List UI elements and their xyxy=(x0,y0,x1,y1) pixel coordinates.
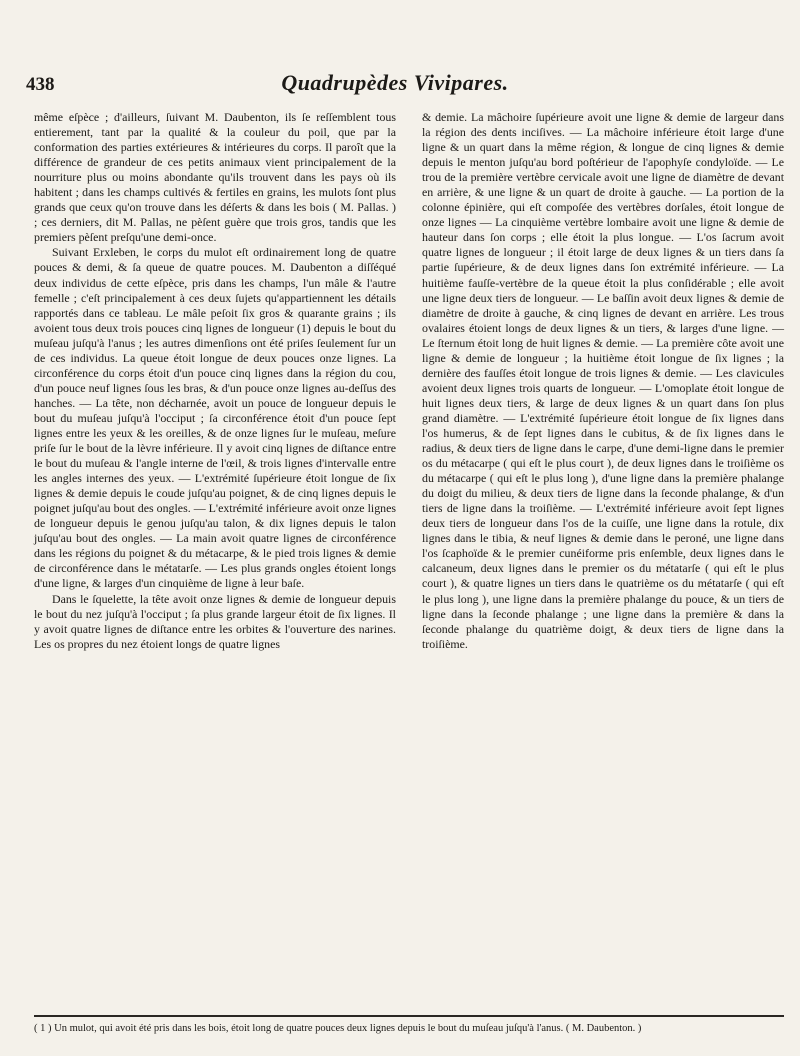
right-column xyxy=(422,110,784,652)
left-column xyxy=(34,110,396,652)
running-title: Quadrupèdes Vivipares. xyxy=(281,70,509,95)
footnote-divider xyxy=(34,1015,784,1017)
paragraph: & demie. La mâchoire ſupérieure avoit une ligne & demie de largeur dans la région des dents inciſives. — La mâchoire inférieure étoit large d'une ligne & un quart dans la même région, & longue de cinq lignes & demie depuis le menton juſqu'au bord poſtérieur de l'apophyſe condyloïde. — Le trou de la première vertèbre cervicale avoit une ligne de diamètre de devant en arrière, & une ligne & un quart de droite à gauche. — La portion de la colonne épinière, qui eſt compoſée des vertèbres dorſales, étoit longue de onze lignes — La cinquième vertèbre lombaire avoit une ligne & demie de hauteur dans ſon corps ; elle étoit la plus longue. — L'os ſacrum avoit quatre lignes de longueur ; il étoit large de deux lignes & un tiers dans ſa partie ſupérieure, & de deux lignes dans ſon extrémité inférieure. — La huitième fauſſe-vertèbre de la queue étoit la plus conſidérable ; elle avoit une ligne deux tiers de longueur. — Le baſſin avoit deux lignes & demie de diamètre de droite à gauche, & cinq lignes de devant en arrière. Les trous ovalaires étoient longs de deux lignes & un tiers, & larges d'une ligne. — Le ſternum étoit long de huit lignes & demie. — La première côte avoit une ligne & demie de longueur ; la huitième étoit longue de ſix lignes ; la dernière des fauſſes étoit longue de trois lignes & demie. — Les clavicules avoient deux lignes trois quarts de longueur. — L'omoplate étoit longue de huit lignes deux tiers, & large de deux lignes & un quart dans ſon plus grand diamètre. — L'extrémité ſupérieure étoit longue de ſix lignes dans l'os humerus, & de ſept lignes dans le cubitus, & de ſix lignes dans le radius, & deux tiers de ligne dans le carpe, d'une demi-ligne dans le premier os du métacarpe ( qui eſt le plus court ), de deux lignes dans le troiſième os du métacarpe ( qui eſt le plus long ), d'une ligne dans la première phalange du doigt du milieu, & deux tiers de ligne dans la ſeconde phalange, & d'un tiers de ligne dans la troiſième. — L'extrémité inférieure avoit ſept lignes deux tiers de longueur dans l'os de la cuiſſe, une ligne dans la rotule, dix lignes dans le tibia, & neuf lignes & demie dans le peroné, une ligne dans l'os ſcaphoïde & le premier cunéiforme pris enſemble, deux lignes dans le calcaneum, deux lignes dans le premier os du métatarſe ( qui eſt le plus court ), & quatre lignes un tiers dans le quatrième os du métatarſe ( qui eſt le plus long ), une ligne dans la première phalange du pouce, & un tiers de ligne dans la ſeconde phalange ; une ligne dans la première & dans la ſeconde phalange du quatrième doigt, & deux tiers de ligne dans la troiſième. xyxy=(422,110,784,651)
page-number: 438 xyxy=(26,74,55,95)
footnote: ( 1 ) Un mulot, qui avoit été pris dans les bois, étoit long de quatre pouces deux lignes depuis le bout du muſeau juſqu'à l'anus. ( M. Daubenton. ) xyxy=(34,1023,642,1034)
paragraph: même eſpèce ; d'ailleurs, ſuivant M. Daubenton, ils ſe reſſemblent tous entierement, tant par la qualité & la couleur du poil, que par la conformation des parties extérieures & intérieures du corps. Il paroît que la différence de grandeur de ces petits animaux vient principalement de la nourriture plus ou moins abondante qu'ils trouvent dans les pays où ils habitent ; dans les champs cultivés & fertiles en grains, les mulots ſont plus grands que ceux qu'on trouve dans les déſerts & dans les bois ( M. Pallas. ) ; ces derniers, dit M. Pallas, ne pèſent guère que trois gros, tandis que les premiers pèſent preſqu'une demi-once. xyxy=(34,110,396,245)
paragraph: Dans le ſquelette, la tête avoit onze lignes & demie de longueur depuis le bout du nez juſqu'à l'occiput ; ſa plus grande largeur étoit de ſix lignes. Il y avoit quatre lignes de diſtance entre les orbites & l'ouverture des narines. Les os propres du nez étoient longs de quatre lignes xyxy=(34,591,396,651)
paragraph: Suivant Erxleben, le corps du mulot eſt ordinairement long de quatre pouces & demi, & ſa queue de quatre pouces. M. Daubenton a diſſéqué deux individus de cette eſpèce, pris dans les champs, l'un mâle & l'autre femelle ; c'eſt principalement à ces deux ſujets qu'appartiennent les détails rapportés dans ce tableau. Le mâle peſoit ſix gros & quarante grains ; ils avoient tous deux trois pouces cinq lignes de longueur (1) depuis le bout du muſeau juſqu'à l'anus ; les autres dimenſions ont été priſes ſeulement ſur un de ces individus. La queue étoit longue de deux pouces onze lignes. La circonférence du corps étoit d'un pouce cinq lignes dans la région du cou, d'un pouce neuf lignes ſous les bras, & d'un pouce onze lignes au-deſſus des hanches. — La tête, non décharnée, avoit un pouce de longueur depuis le bout du muſeau juſqu'à l'occiput ; ſa circonférence étoit d'un pouce ſept lignes entre les yeux & les oreilles, & de onze lignes ſur le muſeau, meſure priſe ſur le bout de la lèvre inférieure. Il y avoit cinq lignes de diſtance entre le bout du muſeau & l'angle interne de l'œil, & trois lignes d'intervalle entre les angles internes des yeux. — L'extrémité ſupérieure étoit longue de ſix lignes & demie depuis le coude juſqu'au poignet, & de cinq lignes depuis le poignet juſqu'au bout des ongles. — L'extrémité inférieure avoit onze lignes de longueur depuis le genou juſqu'au talon, & dix lignes depuis le talon juſqu'au bout des ongles. — La main avoit quatre lignes de circonférence dans les régions du poignet & du métacarpe, & le pied trois lignes & demie de circonférence dans le métatarſe. — Les plus grands ongles étoient longs d'une ligne, & larges d'un cinquième de ligne à leur baſe. xyxy=(34,245,396,591)
